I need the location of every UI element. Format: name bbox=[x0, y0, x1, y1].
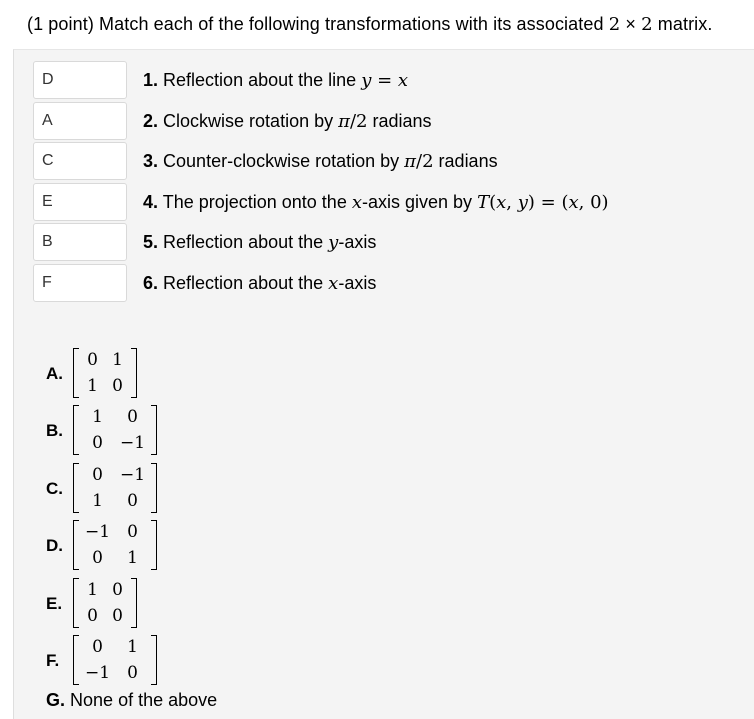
matrix-entry: 1 bbox=[87, 376, 98, 396]
statement-5 bbox=[143, 223, 376, 261]
matrix-entry: 0 bbox=[92, 637, 103, 657]
answer-input-2[interactable] bbox=[33, 102, 127, 140]
problem-box bbox=[13, 49, 754, 719]
statement-2 bbox=[143, 102, 432, 140]
left-bracket bbox=[73, 405, 79, 455]
matrix-entry: −1 bbox=[119, 465, 146, 485]
matrix-entry: 1 bbox=[92, 491, 103, 511]
math-expression bbox=[477, 192, 608, 212]
math-token: /2 bbox=[349, 111, 368, 132]
statement-text: Clockwise rotation by bbox=[163, 111, 334, 131]
right-bracket bbox=[151, 520, 157, 570]
matrix-entry: 0 bbox=[92, 465, 103, 485]
math-token: x bbox=[397, 70, 409, 91]
math-token: y bbox=[517, 192, 528, 213]
statement-4 bbox=[143, 183, 609, 221]
matrix-entry: 0 bbox=[127, 491, 138, 511]
option-label: A. bbox=[46, 364, 63, 383]
math-token: /2 bbox=[416, 151, 434, 172]
math-token: y bbox=[328, 232, 339, 253]
math-token: , 0) bbox=[578, 192, 609, 213]
prompt-text: Match each of the following transformations with its associated bbox=[99, 14, 604, 34]
option-g-label: G. bbox=[46, 690, 66, 710]
math-token: x bbox=[496, 192, 507, 213]
math-expression bbox=[404, 151, 433, 171]
matrix-entry: 0 bbox=[127, 407, 138, 427]
option-g-text: None of the above bbox=[70, 690, 218, 710]
matrix-entry: 0 bbox=[87, 606, 98, 626]
answer-input-1[interactable] bbox=[33, 61, 127, 99]
option-label: B. bbox=[46, 421, 63, 440]
matrix-dimension-cols: 2 bbox=[641, 14, 653, 35]
statement-text: Reflection about the line bbox=[163, 70, 357, 90]
matrix-a bbox=[73, 348, 137, 398]
left-bracket bbox=[73, 635, 79, 685]
matrix-entry: 0 bbox=[112, 580, 123, 600]
left-bracket bbox=[73, 520, 79, 570]
matrix-entry: 0 bbox=[112, 606, 123, 626]
matrix-entry: −1 bbox=[84, 522, 111, 542]
matrix-entry: 1 bbox=[127, 637, 138, 657]
points-label: (1 point) bbox=[27, 14, 94, 34]
math-token: x bbox=[568, 192, 579, 213]
answer-input-6[interactable] bbox=[33, 264, 127, 302]
statement-text-end: -axis given by bbox=[362, 192, 473, 212]
statement-text-end: -axis bbox=[338, 232, 377, 252]
matrix-entry: −1 bbox=[84, 663, 111, 683]
right-bracket bbox=[151, 405, 157, 455]
statement-text: Reflection about the bbox=[163, 232, 324, 252]
statement-6 bbox=[143, 264, 376, 302]
matrix-entry: 0 bbox=[112, 376, 123, 396]
math-expression bbox=[328, 232, 338, 252]
statement-text: Counter-clockwise rotation by bbox=[163, 151, 400, 171]
math-token: = bbox=[371, 70, 398, 91]
matrix-entry: 1 bbox=[127, 548, 138, 568]
math-token: y bbox=[361, 70, 372, 91]
math-token: T bbox=[477, 192, 490, 213]
math-expression bbox=[338, 111, 367, 131]
matrix-entry: 0 bbox=[92, 433, 103, 453]
statement-number: 4. bbox=[143, 192, 159, 212]
matrix-entry: 0 bbox=[127, 522, 138, 542]
right-bracket bbox=[131, 578, 137, 628]
left-bracket bbox=[73, 463, 79, 513]
math-token: ) = ( bbox=[527, 192, 569, 213]
option-label: D. bbox=[46, 536, 63, 555]
problem-statement bbox=[27, 14, 712, 35]
statement-number: 2. bbox=[143, 111, 159, 131]
answer-input-4[interactable] bbox=[33, 183, 127, 221]
option-g bbox=[46, 690, 217, 711]
right-bracket bbox=[131, 348, 137, 398]
prompt-text-end: matrix. bbox=[657, 14, 713, 34]
statement-number: 1. bbox=[143, 70, 159, 90]
matrix-entry: −1 bbox=[119, 433, 146, 453]
math-expression bbox=[361, 70, 408, 90]
math-expression bbox=[352, 192, 362, 212]
matrix-f bbox=[73, 635, 157, 685]
left-bracket bbox=[73, 578, 79, 628]
matrix-entry: 0 bbox=[127, 663, 138, 683]
option-label: C. bbox=[46, 479, 63, 498]
matrix-entry: 0 bbox=[87, 350, 98, 370]
statement-text-end: -axis bbox=[338, 273, 377, 293]
matrix-e bbox=[73, 578, 137, 628]
statement-text: The projection onto the bbox=[162, 192, 347, 212]
matrix-entry: 0 bbox=[92, 548, 103, 568]
statement-number: 3. bbox=[143, 151, 159, 171]
math-token: ( bbox=[489, 192, 497, 213]
times-symbol: × bbox=[625, 14, 636, 34]
math-token: π bbox=[404, 151, 416, 172]
matrix-b bbox=[73, 405, 157, 455]
statement-text-end: radians bbox=[438, 151, 498, 171]
math-token: x bbox=[328, 273, 339, 294]
answer-input-3[interactable] bbox=[33, 142, 127, 180]
math-token: x bbox=[351, 192, 362, 213]
matrix-dimension-rows: 2 bbox=[608, 14, 621, 35]
option-label: F. bbox=[46, 651, 60, 670]
statement-number: 6. bbox=[143, 273, 159, 293]
matrix-entry: 1 bbox=[87, 580, 98, 600]
statement-1 bbox=[143, 61, 408, 99]
statement-text: Reflection about the bbox=[163, 273, 324, 293]
right-bracket bbox=[151, 635, 157, 685]
matrix-entry: 1 bbox=[112, 350, 123, 370]
statement-text-end: radians bbox=[372, 111, 432, 131]
math-expression bbox=[328, 273, 338, 293]
matrix-entry: 1 bbox=[92, 407, 103, 427]
right-bracket bbox=[151, 463, 157, 513]
matrix-c bbox=[73, 463, 157, 513]
answer-input-5[interactable] bbox=[33, 223, 127, 261]
math-token: , bbox=[506, 192, 518, 213]
left-bracket bbox=[73, 348, 79, 398]
math-token: π bbox=[338, 111, 350, 132]
matrix-d bbox=[73, 520, 157, 570]
option-label: E. bbox=[46, 594, 63, 613]
statement-3 bbox=[143, 142, 498, 180]
statement-number: 5. bbox=[143, 232, 159, 252]
